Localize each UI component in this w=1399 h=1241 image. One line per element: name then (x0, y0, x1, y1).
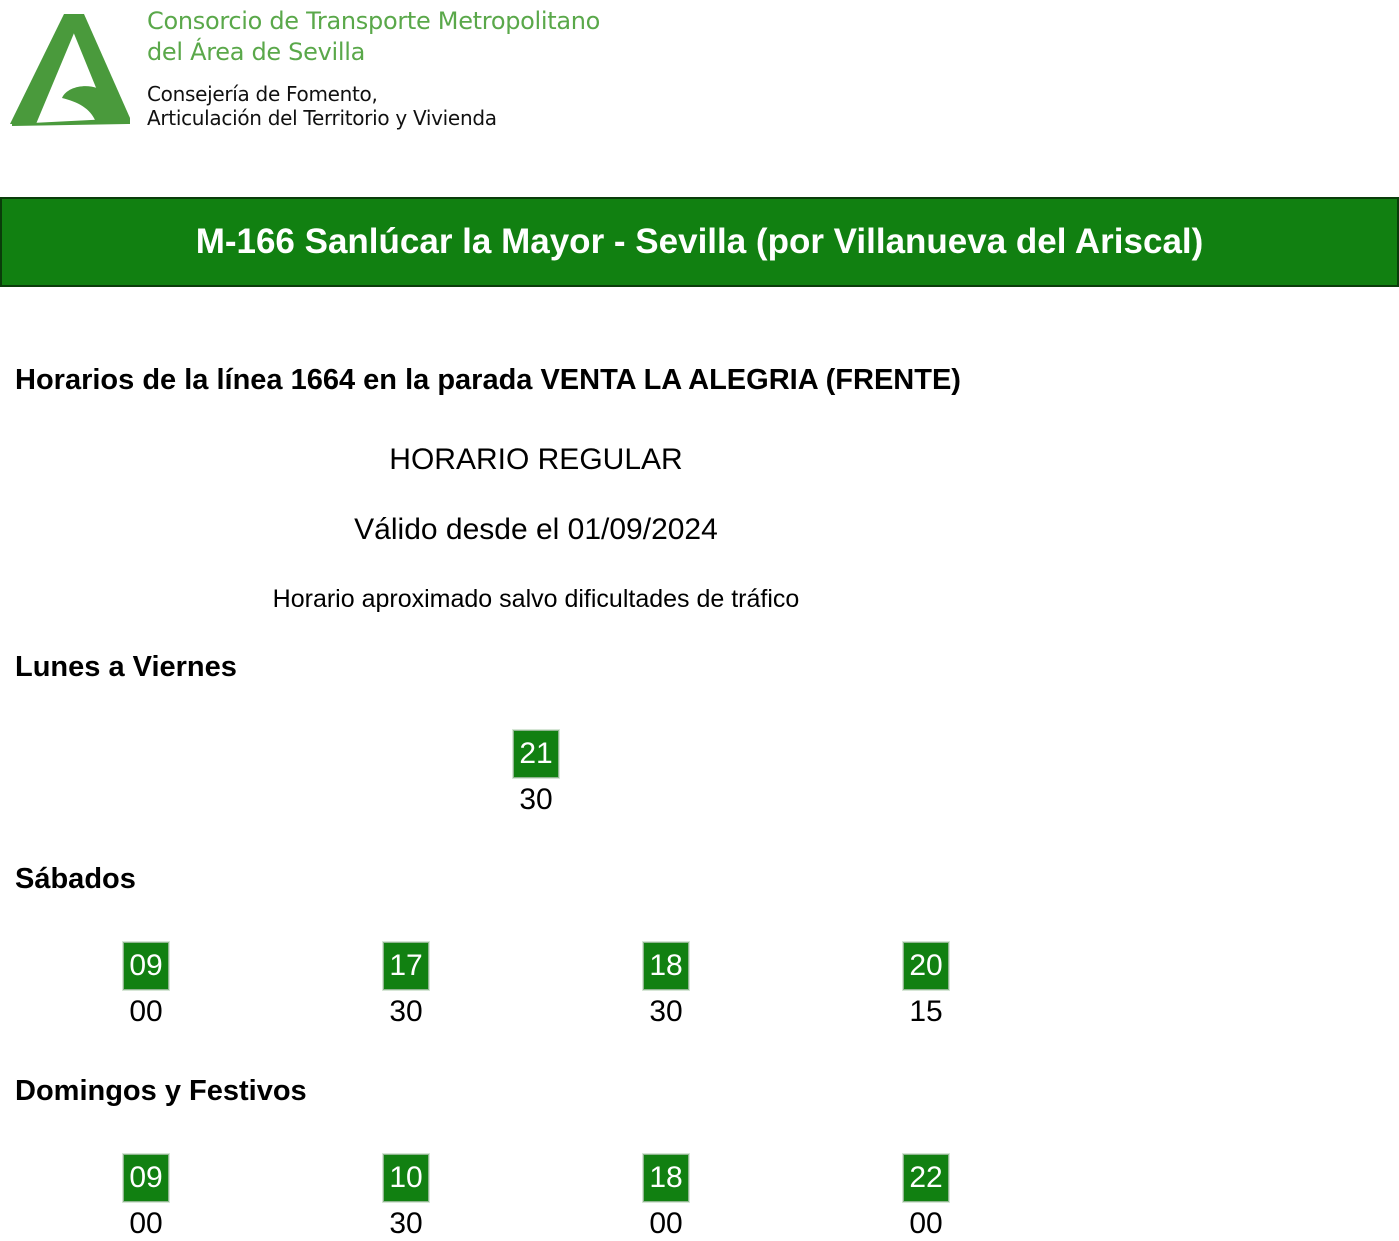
saturdays-title: Sábados (15, 863, 136, 895)
sunday-departure (106, 1154, 186, 1241)
saturday-departure (626, 942, 706, 1029)
hour-badge: 20 (903, 942, 949, 990)
org-name-line2: del Área de Sevilla (147, 38, 365, 66)
stop-title: Horarios de la línea 1664 en la parada VENTA LA ALEGRIA (FRENTE) (15, 364, 961, 396)
traffic-note: Horario aproximado salvo dificultades de tráfico (272, 585, 800, 613)
department-line1: Consejería de Fomento, (147, 82, 378, 106)
valid-from: Válido desde el 01/09/2024 (354, 513, 718, 546)
hour-badge: 17 (383, 942, 429, 990)
minute-label: 30 (389, 995, 423, 1028)
department-line2: Articulación del Territorio y Vivienda (147, 106, 497, 130)
minute-label: 30 (389, 1207, 423, 1240)
hour-badge: 21 (513, 730, 559, 778)
hour-badge: 10 (383, 1154, 429, 1202)
minute-label: 30 (519, 783, 553, 816)
minute-label: 00 (129, 995, 163, 1028)
hour-badge: 09 (123, 942, 169, 990)
route-banner (0, 197, 1399, 287)
sunday-departure (626, 1154, 706, 1241)
andalucia-a-logo-icon (10, 10, 132, 128)
weekdays-title: Lunes a Viernes (15, 651, 237, 683)
minute-label: 00 (129, 1207, 163, 1240)
hour-badge: 18 (643, 942, 689, 990)
sundays-holidays-title: Domingos y Festivos (15, 1075, 307, 1107)
hour-badge: 09 (123, 1154, 169, 1202)
route-title: M-166 Sanlúcar la Mayor - Sevilla (por Villanueva del Ariscal) (195, 222, 1204, 261)
saturday-departure (366, 942, 446, 1029)
minute-label: 00 (649, 1207, 683, 1240)
schedule-type: HORARIO REGULAR (389, 443, 683, 476)
saturday-departure (106, 942, 186, 1029)
minute-label: 00 (909, 1207, 943, 1240)
sunday-departure (366, 1154, 446, 1241)
org-name-line1: Consorcio de Transporte Metropolitano (147, 7, 601, 35)
header (0, 0, 1399, 150)
hour-badge: 22 (903, 1154, 949, 1202)
minute-label: 15 (909, 995, 943, 1028)
minute-label: 30 (649, 995, 683, 1028)
hour-badge: 18 (643, 1154, 689, 1202)
sunday-departure (886, 1154, 966, 1241)
saturday-departure (886, 942, 966, 1029)
weekday-departure (496, 730, 576, 817)
